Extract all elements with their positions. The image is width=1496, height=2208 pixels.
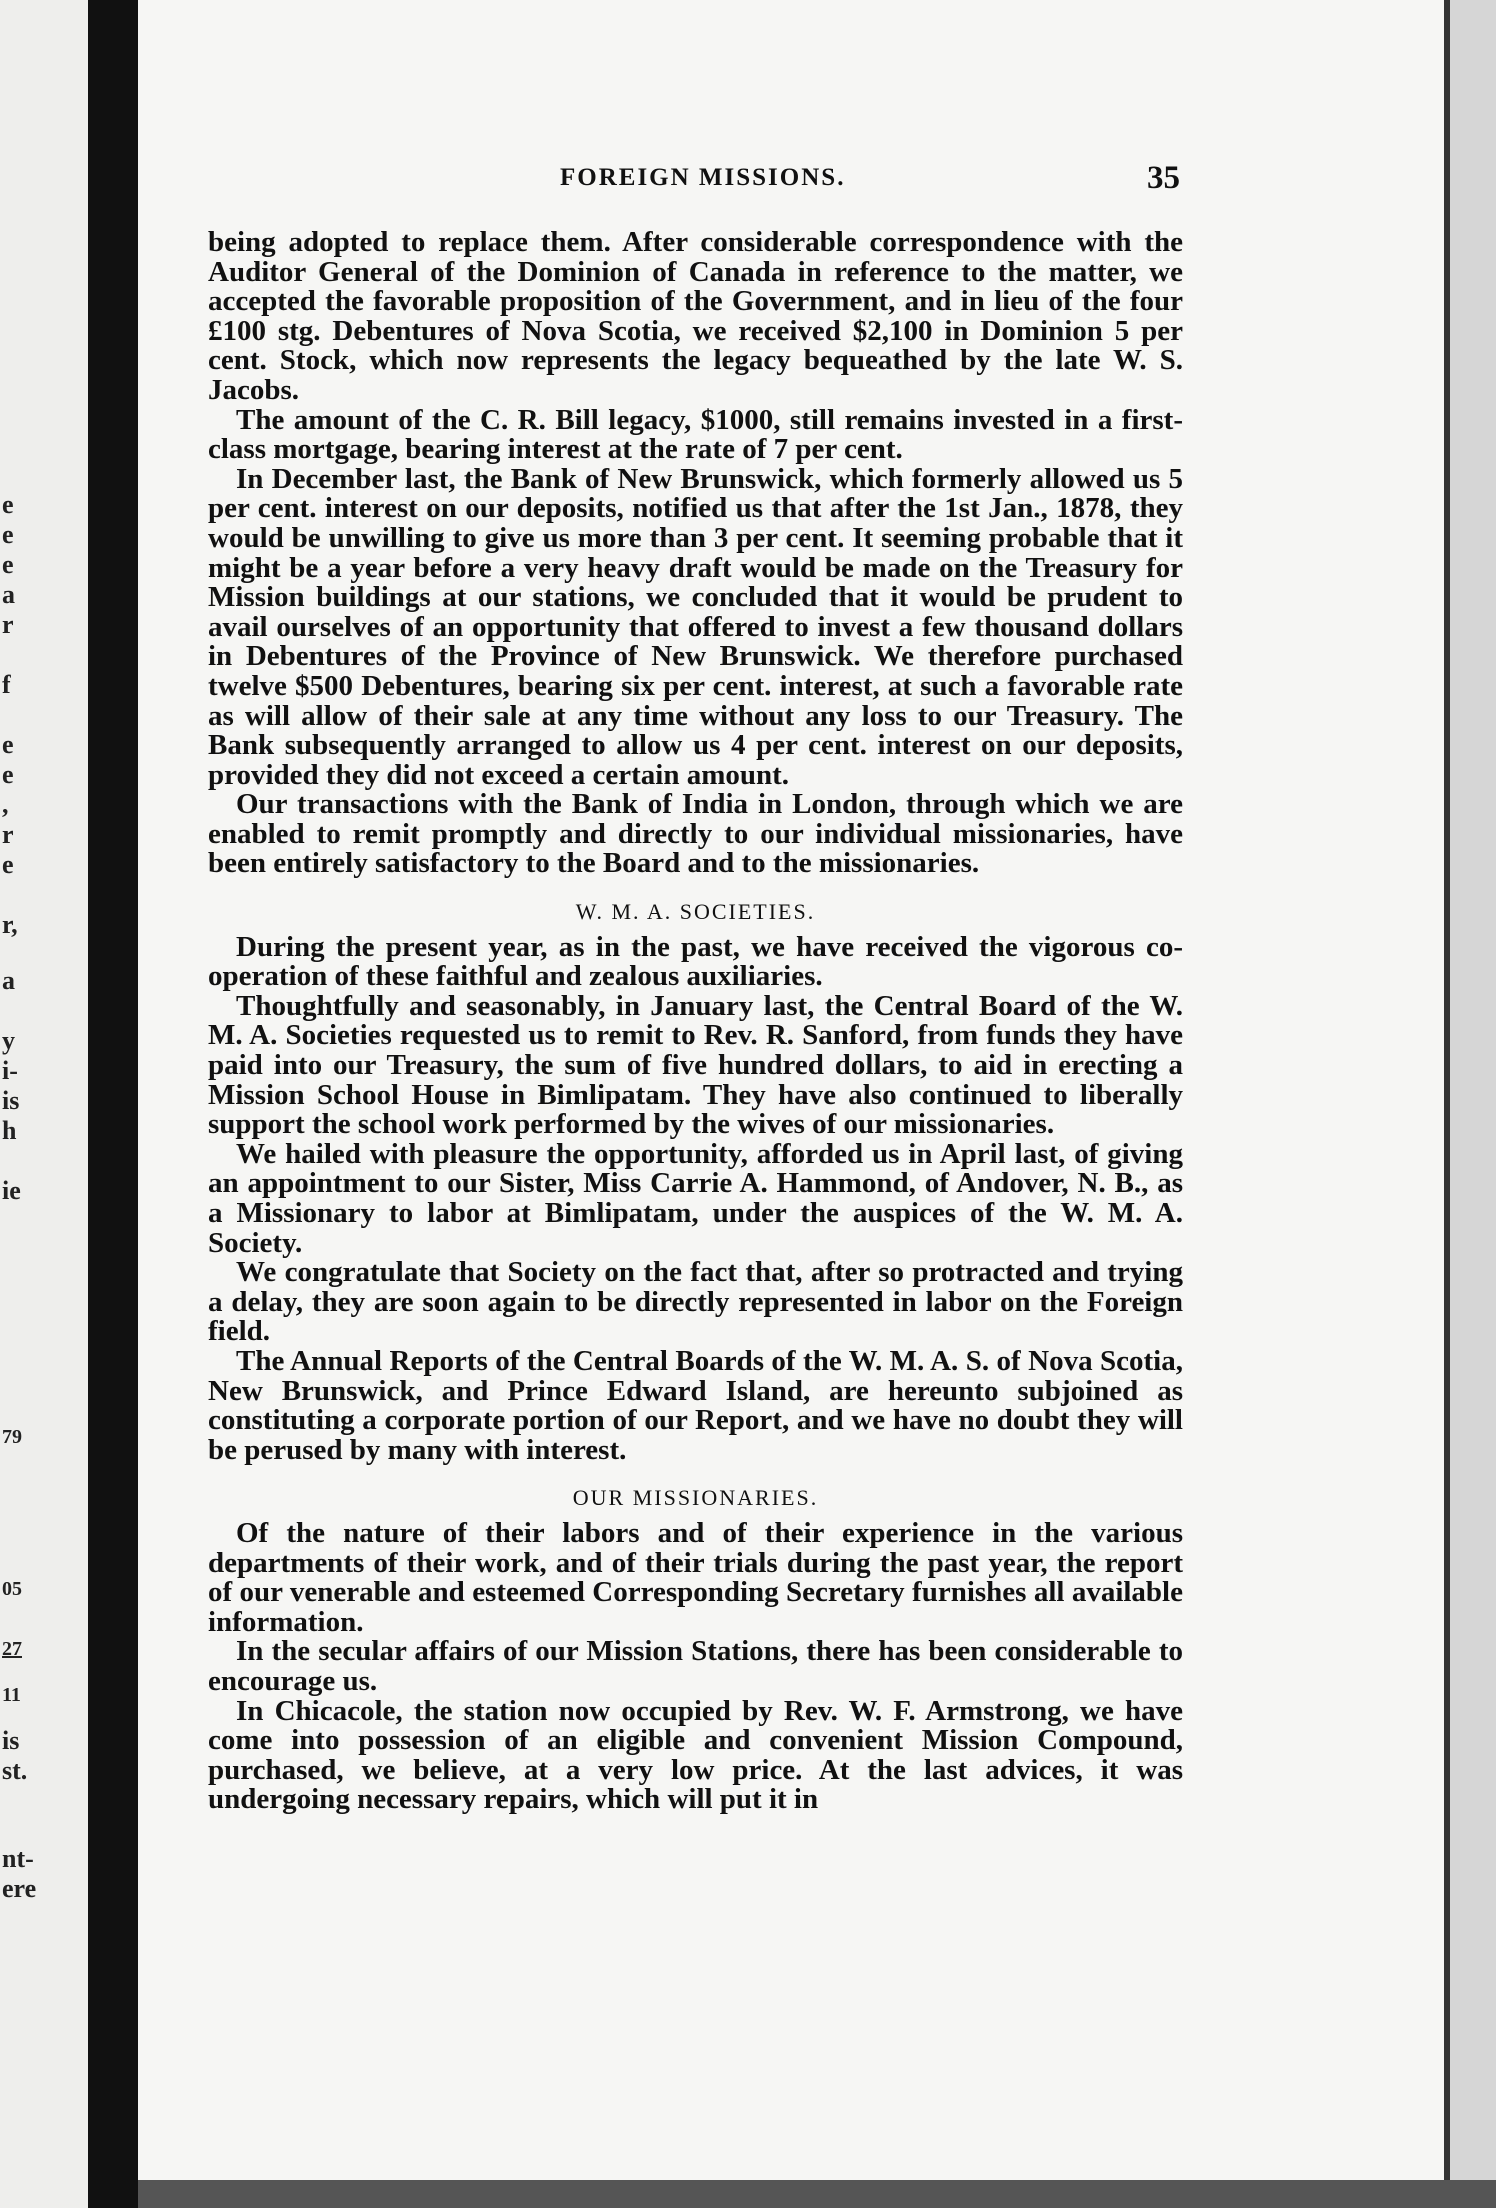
paragraph: Our transactions with the Bank of India in London, through which we are enabled to remit promptly and directly to our individual missionaries, have been entirely satisfactory to the Board and to the missionaries. [208, 788, 1183, 880]
paragraph: Of the nature of their labors and of their experience in the various departments of their work, and of their trials during the past year, the report of our venerable and esteemed Corresponding Secretary furnishes all available information. [208, 1516, 1183, 1638]
left-page-fragments [0, 0, 60, 2208]
margin-fragment: is [2, 1726, 20, 1755]
paragraph: The amount of the C. R. Bill legacy, $1000, still remains invested in a first-class mortgage, bearing interest at the rate of 7 per cent. [208, 403, 1183, 466]
margin-fragment: r [2, 820, 14, 849]
margin-fragment: h [2, 1116, 17, 1145]
margin-fragment: nt- [2, 1844, 34, 1873]
margin-fragment: y [2, 1026, 15, 1055]
margin-fragment: 05 [2, 1578, 22, 1600]
margin-fragment: e [2, 730, 14, 759]
section-heading-wma: W. M. A. SOCIETIES. [575, 899, 816, 925]
running-title: FOREIGN MISSIONS. [560, 164, 846, 191]
bottom-edge [138, 2180, 1496, 2208]
margin-fragment: 11 [2, 1684, 21, 1706]
margin-fragment: 27 [2, 1638, 22, 1660]
margin-fragment: e [2, 760, 14, 789]
margin-fragment: e [2, 550, 14, 579]
margin-fragment: st. [2, 1756, 28, 1785]
paragraph: being adopted to replace them. After considerable correspondence with the Auditor General of the Dominion of Canada in reference to the matter, we accepted the favorable proposition of the Government, and in lieu of the four £100 stg. Debentures of Nova Scotia, we received $2,100 in Dominion 5 per cent. Stock, which now represents the legacy bequeathed by the late W. S. Jacobs. [208, 226, 1183, 406]
paragraph: In the secular affairs of our Mission Stations, there has been considerable to encourage us. [208, 1635, 1183, 1697]
margin-fragment: e [2, 520, 14, 549]
paragraph: During the present year, as in the past, we have received the vigorous co-operation of these faithful and zealous auxiliaries. [208, 930, 1183, 993]
margin-fragment: ere [2, 1874, 37, 1903]
section-heading-missionaries: OUR MISSIONARIES. [572, 1485, 819, 1511]
margin-fragment: r [2, 610, 14, 639]
margin-fragment: is [2, 1086, 20, 1115]
page-edge [1450, 0, 1496, 2208]
paragraph: We hailed with pleasure the opportunity, afforded us in April last, of giving an appointment to our Sister, Miss Carrie A. Hammond, of Andover, N. B., as a Missionary to labor at Bimlipatam, under the auspices of the W. M. A. Society. [208, 1137, 1183, 1259]
paragraph: In Chicacole, the station now occupied by Rev. W. F. Armstrong, we have come into possession of an eligible and convenient Mission Compound, purchased, we believe, at a very low price. At the last advices, it was undergoing necessary repairs, which will put it in [208, 1694, 1183, 1816]
margin-fragment: r, [2, 910, 18, 939]
margin-fragment: 79 [2, 1426, 22, 1448]
paragraph: Thoughtfully and seasonably, in January last, the Central Board of the W. M. A. Societies requested us to remit to Rev. R. Sanford, from funds they have paid into our Treasury, the sum of five hundred dollars, to aid in erecting a Mission School House in Bimlipatam. They have also continued to liberally support the school work performed by the wives of our missionaries. [208, 989, 1183, 1141]
margin-fragment: a [2, 580, 15, 609]
margin-fragment: f [2, 670, 11, 699]
margin-fragment: e [2, 490, 14, 519]
margin-fragment: a [2, 966, 15, 995]
margin-fragment: i- [2, 1056, 18, 1085]
margin-fragment: e [2, 850, 14, 879]
body-text [208, 228, 1183, 1815]
paragraph: The Annual Reports of the Central Boards of the W. M. A. S. of Nova Scotia, New Brunswick, and Prince Edward Island, are hereunto subjoined as constituting a corporate portion of our Report, and we have no doubt they will be perused by many with interest. [208, 1344, 1183, 1466]
paragraph: In December last, the Bank of New Brunswick, which formerly allowed us 5 per cent. interest on our deposits, notified us that after the 1st Jan., 1878, they would be unwilling to give us more than 3 per cent. It seeming probable that it might be a year before a very heavy draft would be made on the Treasury for Mission buildings at our stations, we concluded that it would be prudent to avail ourselves of an opportunity that offered to invest a few thousand dollars in Debentures of the Province of New Brunswick. We therefore purchased twelve $500 Debentures, bearing six per cent. interest, at such a favorable rate as will allow of their sale at any time without any loss to our Treasury. The Bank subsequently arranged to allow us 4 per cent. interest on our deposits, provided they did not exceed a certain amount. [208, 462, 1183, 791]
running-header [520, 160, 1180, 206]
margin-fragment: ie [2, 1176, 21, 1205]
book-spine-gutter [88, 0, 138, 2208]
paragraph: We congratulate that Society on the fact that, after so protracted and trying a delay, they are soon again to be directly represented in labor on the Foreign field. [208, 1256, 1183, 1348]
margin-fragment: , [2, 790, 9, 819]
page-number: 35 [1147, 160, 1180, 196]
